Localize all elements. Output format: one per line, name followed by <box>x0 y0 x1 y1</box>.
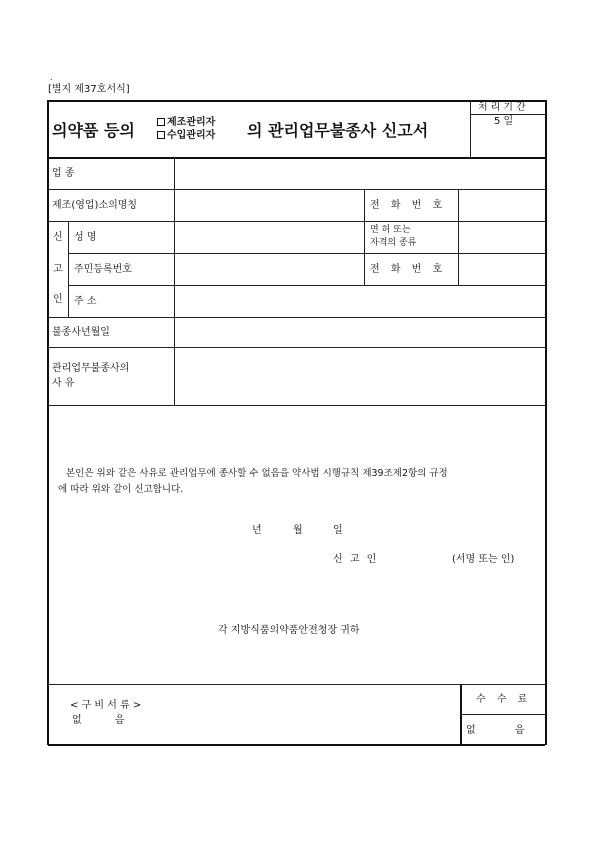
date-year: 년 <box>252 525 262 536</box>
reason-field[interactable] <box>176 349 544 404</box>
option-import-label: 수입관리자 <box>167 130 216 141</box>
right-column-line <box>458 189 459 285</box>
title-left: 의약품 등의 <box>52 121 135 140</box>
label-business-type-text: 업 종 <box>52 168 75 179</box>
checkbox-icon <box>157 118 165 126</box>
row-line <box>68 253 545 254</box>
option-import[interactable] <box>157 130 215 142</box>
row-line <box>48 317 545 318</box>
date-day: 일 <box>333 525 343 536</box>
non-engage-date-field[interactable] <box>176 319 544 346</box>
label-phone-2: 전 화 번 호 <box>370 264 447 275</box>
docs-label: < 구 비 서 류 > <box>70 700 142 711</box>
row-line <box>48 405 545 406</box>
label-non-engage-date: 불종사년월일 <box>52 327 110 338</box>
name-field[interactable] <box>176 223 363 252</box>
frame-bottom <box>48 744 545 746</box>
footer-top-line <box>48 684 545 685</box>
resident-number-field[interactable] <box>176 255 363 284</box>
label-column-line <box>174 157 175 405</box>
fee-value: 없 음 <box>466 725 525 736</box>
dot-mark: . <box>50 73 53 82</box>
row-line <box>48 347 545 348</box>
reporter-column-line <box>68 221 69 317</box>
label-reason-bottom: 사 유 <box>52 378 75 389</box>
label-license-top: 면 허 또는 <box>370 225 411 235</box>
label-license-bottom: 자격의 종류 <box>370 238 417 248</box>
reporter-side-2: 고 <box>53 264 63 275</box>
option-manufacturing[interactable] <box>157 117 215 129</box>
form-number: [별지 제37호서식] <box>48 84 130 95</box>
label-resident-number: 주민등록번호 <box>74 264 132 275</box>
fee-divider <box>460 714 545 715</box>
fee-label: 수 수 료 <box>476 694 532 705</box>
statement-line-2: 에 따라 위와 같이 신고합니다. <box>58 484 184 495</box>
recipient: 각 지방식품의약품안전청장 귀하 <box>218 625 360 636</box>
frame-left <box>47 100 49 745</box>
row-line <box>48 189 545 190</box>
checkbox-icon <box>157 131 165 139</box>
phone-1-field[interactable] <box>460 191 544 220</box>
docs-value: 없 음 <box>72 715 125 726</box>
label-company-name: 제조(영업)소의명칭 <box>52 200 138 211</box>
row-line <box>48 221 545 222</box>
row-line <box>68 285 545 286</box>
label-address: 주 소 <box>74 296 97 307</box>
label-phone-1: 전 화 번 호 <box>370 200 447 211</box>
business-type-field[interactable] <box>176 159 544 188</box>
option-manufacturing-label: 제조관리자 <box>167 117 216 128</box>
phone-2-field[interactable] <box>460 255 544 284</box>
middle-column-line <box>364 189 365 285</box>
license-field[interactable] <box>460 223 544 252</box>
reporter-side-3: 인 <box>53 294 63 305</box>
processing-box-divider <box>470 114 545 115</box>
frame-right <box>545 100 547 745</box>
address-field[interactable] <box>176 287 544 316</box>
label-reason-top: 관리업무불종사의 <box>52 363 130 374</box>
processing-box-left <box>470 100 471 157</box>
title-right: 의 관리업무불종사 신고서 <box>247 121 429 140</box>
signer-label: 신 고 인 <box>333 554 379 565</box>
processing-value: 5 일 <box>494 116 514 127</box>
label-business-type <box>52 168 170 180</box>
company-name-field[interactable] <box>176 191 363 220</box>
date-month: 월 <box>293 525 303 536</box>
signature-note: (서명 또는 인) <box>452 554 515 565</box>
statement-line-1: 본인은 위와 같은 사유로 관리업무에 종사할 수 없음을 약사법 시행규칙 제39조제2항의 규정 <box>66 468 448 479</box>
label-name: 성 명 <box>74 232 97 243</box>
reporter-side-1: 신 <box>53 232 63 243</box>
processing-label: 처리기간 <box>478 102 529 113</box>
